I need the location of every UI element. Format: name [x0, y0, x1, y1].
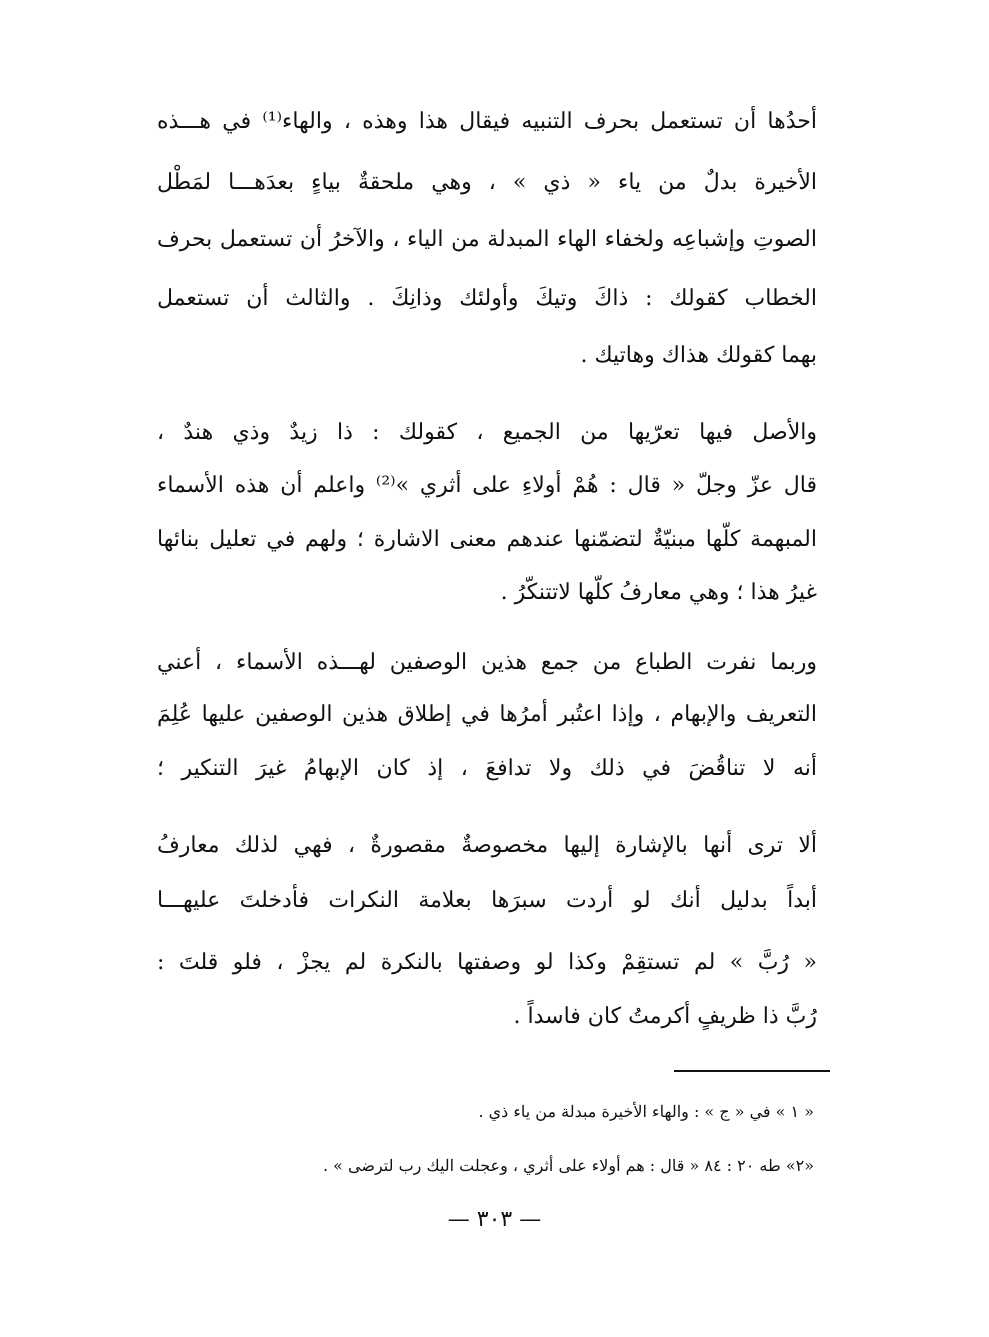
page-number: — ٣٠٣ —	[447, 1207, 542, 1232]
paragraph-3-line-2: التعريف والإبهام ، وإذا اعتُبر أمرُها في إطلاق هذين الوصفين عليها عُلِمَ	[157, 702, 817, 727]
paragraph-2-line-1: والأصل فيها تعرّيها من الجميع ، كقولك : ذا زيدٌ وذي هندٌ ،	[157, 420, 817, 445]
paragraph-3-line-3: أنه لا تناقُضَ في ذلك ولا تدافعَ ، إذ كان الإبهامُ غيرَ التنكير ؛	[157, 756, 817, 781]
paragraph-4-line-4: رُبَّ ذا ظريفٍ أكرمتُ كان فاسداً .	[513, 1004, 817, 1029]
paragraph-1-line-1: أحدُها أن تستعمل بحرف التنبيه فيقال هذا وهذه ، والهاء⁽¹⁾ في هـــذه	[157, 109, 817, 134]
paragraph-4-line-3: « رُبَّ » لم تستقِمْ وكذا لو وصفتها بالنكرة لم يجزْ ، فلو قلتَ :	[157, 950, 817, 975]
footnote-1: « ١ » في « ج » : والهاء الأخيرة مبدلة من ياء ذي .	[478, 1102, 814, 1121]
paragraph-1-line-2: الأخيرة بدلٌ من ياء « ذي » ، وهي ملحقةٌ بياءٍ بعدَهـــا لمَطْل	[157, 170, 817, 195]
paragraph-3-line-1: وربما نفرت الطباع من جمع هذين الوصفين لهـــذه الأسماء ، أعني	[157, 650, 817, 675]
paragraph-2-line-3: المبهمة كلّها مبنيّةٌ لتضمّنها عندهم معنى الاشارة ؛ ولهم في تعليل بنائها	[157, 527, 817, 552]
footnote-2: «٢» طه ٢٠ : ٨٤ « قال : هم أولاء على أثري ، وعجلت اليك رب لترضى » .	[323, 1156, 814, 1175]
paragraph-4-line-1: ألا ترى أنها بالإشارة إليها مخصوصةٌ مقصورةٌ ، فهي لذلك معارفُ	[157, 833, 817, 858]
paragraph-2-line-2: قال عزّ وجلّ « قال : هُمْ أولاءِ على أثري »⁽²⁾ واعلم أن هذه الأسماء	[157, 473, 817, 498]
footnote-rule	[674, 1070, 830, 1072]
paragraph-1-line-5: بهما كقولك هذاك وهاتيك .	[580, 343, 817, 368]
paragraph-1-line-4: الخطاب كقولك : ذاكَ وتيكَ وأولئك وذانِكَ . والثالث أن تستعمل	[157, 286, 817, 311]
paragraph-4-line-2: أبداً بدليل أنك لو أردت سبرَها بعلامة النكرات فأدخلتَ عليهـــا	[157, 888, 817, 913]
paragraph-1-line-3: الصوتِ وإشباعِه ولخفاء الهاء المبدلة من الياء ، والآخرُ أن تستعمل بحرف	[157, 227, 817, 252]
paragraph-2-line-4: غيرُ هذا ؛ وهي معارفُ كلّها لاتتنكّرُ .	[500, 580, 817, 605]
